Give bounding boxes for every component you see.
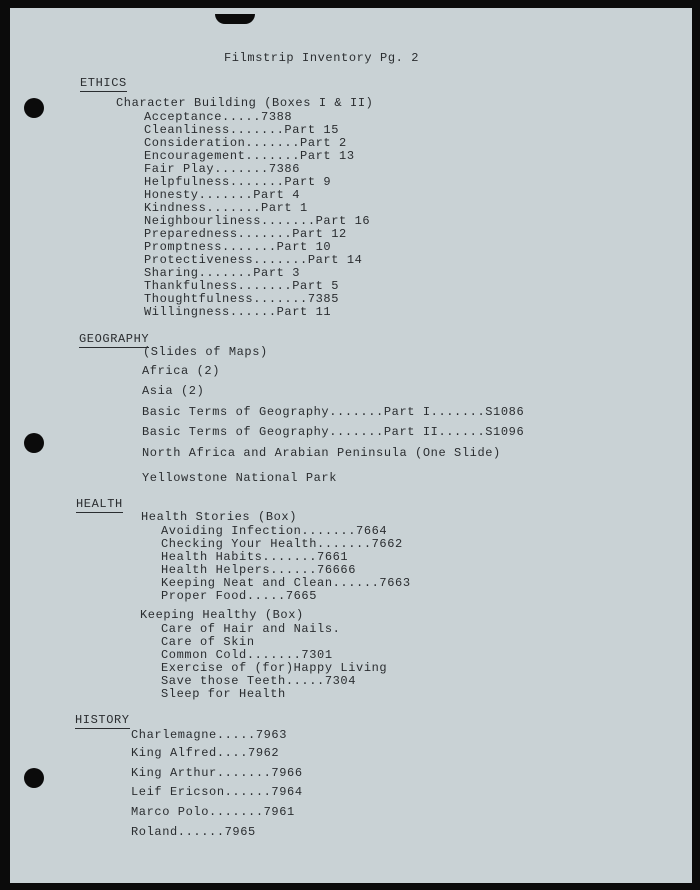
section-heading-geography: GEOGRAPHY — [79, 332, 150, 346]
list-item: Yellowstone National Park — [142, 471, 338, 485]
list-item: Promptness.......Part 10 — [144, 240, 332, 254]
punch-hole-bottom — [24, 768, 44, 788]
list-item: King Alfred....7962 — [131, 746, 280, 760]
ethics-group-title: Character Building (Boxes I & II) — [116, 96, 374, 110]
list-item: Preparedness.......Part 12 — [144, 227, 347, 241]
list-item: Keeping Neat and Clean......7663 — [161, 576, 411, 590]
page-tab-notch — [215, 14, 255, 24]
health-group-title: Health Stories (Box) — [141, 510, 298, 524]
punch-hole-top — [24, 98, 44, 118]
list-item: Asia (2) — [142, 384, 205, 398]
list-item: Health Habits.......7661 — [161, 550, 349, 564]
section-heading-history: HISTORY — [75, 713, 130, 727]
list-item: Avoiding Infection.......7664 — [161, 524, 388, 538]
list-item: Fair Play.......7386 — [144, 162, 301, 176]
list-item: Basic Terms of Geography.......Part I.......S1086 — [142, 405, 525, 419]
list-item: Thoughtfulness.......7385 — [144, 292, 340, 306]
punch-hole-middle — [24, 433, 44, 453]
document-page — [10, 8, 692, 883]
list-item: King Arthur.......7966 — [131, 766, 303, 780]
list-item: North Africa and Arabian Peninsula (One Slide) — [142, 446, 501, 460]
list-item: Health Helpers......76666 — [161, 563, 357, 577]
list-item: Consideration.......Part 2 — [144, 136, 347, 150]
list-item: Honesty.......Part 4 — [144, 188, 301, 202]
list-item: Proper Food.....7665 — [161, 589, 318, 603]
list-item: Sharing.......Part 3 — [144, 266, 301, 280]
list-item: Save those Teeth.....7304 — [161, 674, 357, 688]
list-item: Cleanliness.......Part 15 — [144, 123, 340, 137]
list-item: Exercise of (for)Happy Living — [161, 661, 388, 675]
list-item: Thankfulness.......Part 5 — [144, 279, 340, 293]
list-item: Sleep for Health — [161, 687, 286, 701]
list-item: Charlemagne.....7963 — [131, 728, 288, 742]
section-heading-ethics: ETHICS — [80, 76, 127, 90]
page-title: Filmstrip Inventory Pg. 2 — [224, 51, 420, 65]
list-item: Care of Skin — [161, 635, 255, 649]
section-heading-health: HEALTH — [76, 497, 123, 511]
list-item: Kindness.......Part 1 — [144, 201, 308, 215]
list-item: Acceptance.....7388 — [144, 110, 293, 124]
list-item: (Slides of Maps) — [143, 345, 268, 359]
list-item: Encouragement.......Part 13 — [144, 149, 355, 163]
list-item: Neighbourliness.......Part 16 — [144, 214, 371, 228]
list-item: Checking Your Health.......7662 — [161, 537, 403, 551]
list-item: Common Cold.......7301 — [161, 648, 333, 662]
health-group-title: Keeping Healthy (Box) — [140, 608, 304, 622]
list-item: Helpfulness.......Part 9 — [144, 175, 332, 189]
list-item: Marco Polo.......7961 — [131, 805, 295, 819]
list-item: Roland......7965 — [131, 825, 256, 839]
list-item: Basic Terms of Geography.......Part II......S1096 — [142, 425, 525, 439]
list-item: Protectiveness.......Part 14 — [144, 253, 363, 267]
list-item: Africa (2) — [142, 364, 221, 378]
list-item: Care of Hair and Nails. — [161, 622, 341, 636]
list-item: Leif Ericson......7964 — [131, 785, 303, 799]
list-item: Willingness......Part 11 — [144, 305, 332, 319]
